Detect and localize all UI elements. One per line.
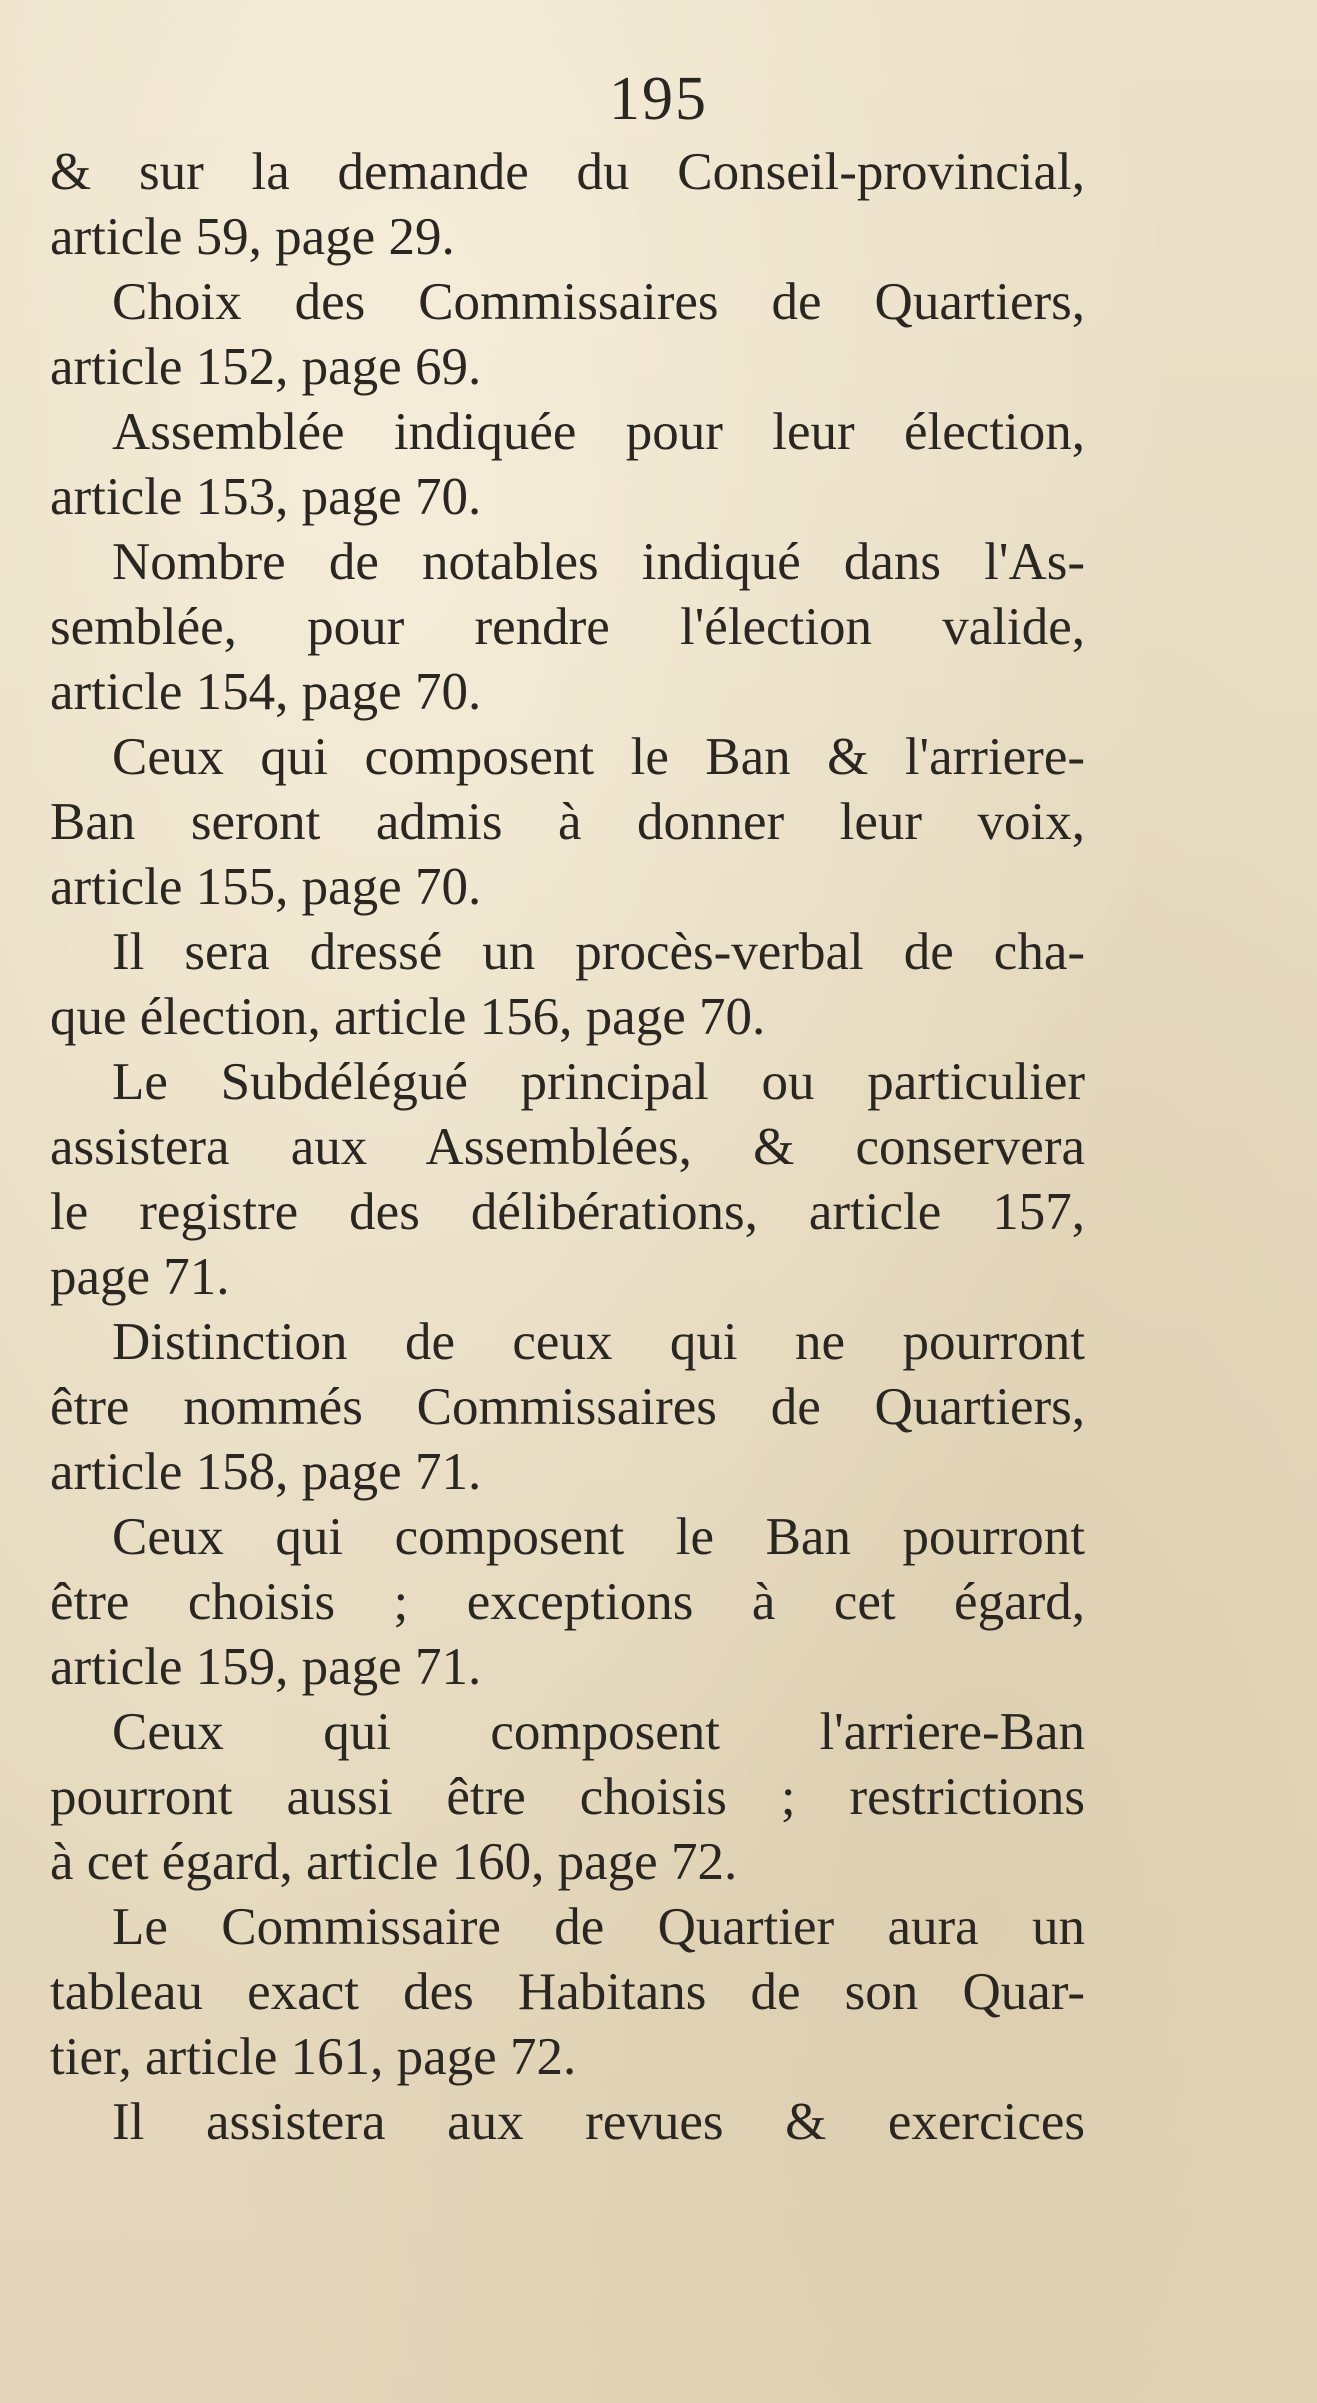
text-line: article 59, page 29. [50, 208, 455, 266]
text-line: Il assistera aux revues & exercices [112, 2093, 1085, 2151]
text-line: à cet égard, article 160, page 72. [50, 1833, 738, 1891]
text-line: Ceux qui composent le Ban pourront [112, 1508, 1085, 1566]
text-line: pourront aussi être choisis ; restrictions [50, 1768, 1085, 1826]
text-line: Il sera dressé un procès-verbal de cha- [112, 923, 1085, 981]
text-line: article 154, page 70. [50, 663, 482, 721]
text-line: page 71. [50, 1248, 230, 1306]
text-line: assistera aux Assemblées, & conservera [50, 1118, 1085, 1176]
text-line: semblée, pour rendre l'élection valide, [50, 598, 1085, 656]
text-line: Nombre de notables indiqué dans l'As- [112, 533, 1085, 591]
text-line: article 159, page 71. [50, 1638, 482, 1696]
text-line: être choisis ; exceptions à cet égard, [50, 1573, 1085, 1631]
text-line: & sur la demande du Conseil-provincial, [50, 143, 1085, 201]
text-line: Ceux qui composent l'arriere-Ban [112, 1703, 1085, 1761]
text-line: article 155, page 70. [50, 858, 482, 916]
text-line: le registre des délibérations, article 157, [50, 1183, 1085, 1241]
text-line: article 153, page 70. [50, 468, 482, 526]
text-line: article 158, page 71. [50, 1443, 482, 1501]
text-line: Distinction de ceux qui ne pourront [112, 1313, 1085, 1371]
text-line: Le Commissaire de Quartier aura un [112, 1898, 1085, 1956]
page-number: 195 [609, 65, 708, 133]
text-line: tableau exact des Habitans de son Quar- [50, 1963, 1085, 2021]
body-text [50, 140, 1085, 2155]
text-line: Ban seront admis à donner leur voix, [50, 793, 1085, 851]
text-line: tier, article 161, page 72. [50, 2028, 577, 2086]
text-line: Choix des Commissaires de Quartiers, [112, 273, 1085, 331]
text-line: être nommés Commissaires de Quartiers, [50, 1378, 1085, 1436]
text-line: que élection, article 156, page 70. [50, 988, 766, 1046]
text-line: article 152, page 69. [50, 338, 482, 396]
text-line: Ceux qui composent le Ban & l'arriere- [112, 728, 1085, 786]
text-line: Assemblée indiquée pour leur élection, [112, 403, 1085, 461]
text-line: Le Subdélégué principal ou particulier [112, 1053, 1085, 1111]
